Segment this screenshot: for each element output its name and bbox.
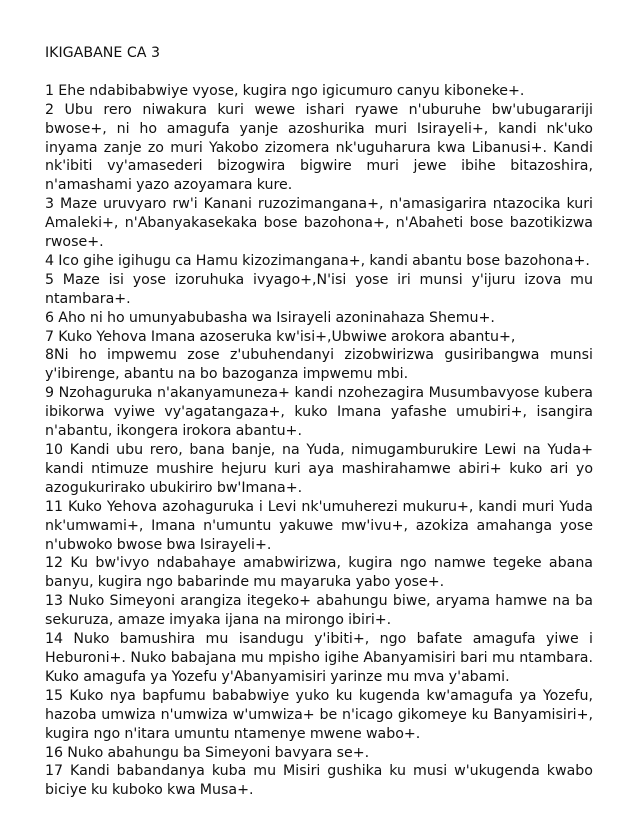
- verse-11: 11 Kuko Yehova azohaguruka i Levi nk'umuherezi mukuru+, kandi muri Yuda nk'umwami+, Imana n'umuntu yakuwe mw'ivu+, azokiza amahanga yose n'ubwoko bwose bwa Isirayeli+.: [45, 498, 593, 553]
- verse-17: 17 Kandi babandanya kuba mu Misiri gushika ku musi w'ukugenda kwabo biciye ku kuboko kwa Musa+.: [45, 763, 593, 799]
- verse-6: 6 Aho ni ho umunyabubasha wa Isirayeli azoninahaza Shemu+.: [45, 309, 495, 326]
- verse-2: 2 Ubu rero niwakura kuri wewe ishari ryawe n'uburuhe bw'ubugarariji bwose+, ni ho amagufa yanje azoshurika muri Isirayeli+, kandi nk'uko inyama zanje zo muri Yakobo zizomera nk'uguharura kwa Libanusi+. Kandi nk'ibiti vy'amasederi bizogwira bigwire muri jewe ibihe bitazoshira, n'amashami yazo azoyamara kure.: [45, 101, 593, 194]
- verse-9: 9 Nzohaguruka n'akanyamuneza+ kandi nzohezagira Musumbavyose kubera ibikorwa vyiwe vy'agatangaza+, kuko Imana yafashe umubiri+, isangira n'abantu, ikongera irokora abantu+.: [45, 385, 593, 440]
- verse-5: 5 Maze isi yose izoruhuka ivyago+,N'isi yose iri munsi y'ijuru izova mu ntambara+.: [45, 271, 593, 307]
- verse-1: 1 Ehe ndabibabwiye vyose, kugira ngo igicumuro canyu kiboneke+.: [45, 82, 525, 99]
- verse-7: 7 Kuko Yehova Imana azoseruka kw'isi+,Ubwiwe arokora abantu+,: [45, 328, 516, 345]
- verse-14: 14 Nuko bamushira mu isandugu y'ibiti+, ngo bafate amagufa yiwe i Heburoni+. Nuko babajana mu mpisho igihe Abanyamisiri bari mu ntambara. Kuko amagufa ya Yozefu y'Abanyamisiri yarinze mu mva y'abami.: [45, 631, 593, 685]
- verse-10: 10 Kandi ubu rero, bana banje, na Yuda, nimugamburukire Lewi na Yuda+ kandi ntimuze mushire hejuru kuri aya mashirahamwe abiri+ kuko ari yo azogukurirako ubukiriro bw'Imana+.: [45, 442, 593, 496]
- verse-13: 13 Nuko Simeyoni arangiza itegeko+ abahungu biwe, aryama hamwe na ba sekuruza, amaze imyaka ijana na mirongo ibiri+.: [45, 593, 593, 629]
- verse-15: 15 Kuko nya bapfumu bababwiye yuko ku kugenda kw'amagufa ya Yozefu, hazoba umwiza n'umwiza w'umwiza+ be n'icago gikomeye ku Banyamisiri+, kugira ngo n'itara umuntu ntamenye mwene wabo+.: [45, 687, 593, 742]
- verse-8: 8Ni ho impwemu zose z'ubuhendanyi zizobwirizwa gusiribangwa munsi y'ibirenge, abantu na bo bazoganza impwemu mbi.: [45, 347, 593, 383]
- verse-12: 12 Ku bw'ivyo ndabahaye amabwirizwa, kugira ngo namwe tegeke abana banyu, kugira ngo babarinde mu mayaruka yabo yose+.: [45, 555, 593, 591]
- verse-3: 3 Maze uruvyaro rw'i Kanani ruzozimangana+, n'amasigarira ntazocika kuri Amaleki+, n'Abanyakasekaka bose bazohona+, n'Abaheti bose bazotikizwa rwose+.: [45, 196, 593, 251]
- verse-4: 4 Ico gihe igihugu ca Hamu kizozimangana+, kandi abantu bose bazohona+.: [45, 252, 590, 269]
- document-page: [45, 44, 593, 800]
- title-spacer: [45, 63, 593, 82]
- chapter-title: IKIGABANE CA 3: [45, 45, 161, 61]
- verse-16: 16 Nuko abahungu ba Simeyoni bavyara se+.: [45, 744, 370, 761]
